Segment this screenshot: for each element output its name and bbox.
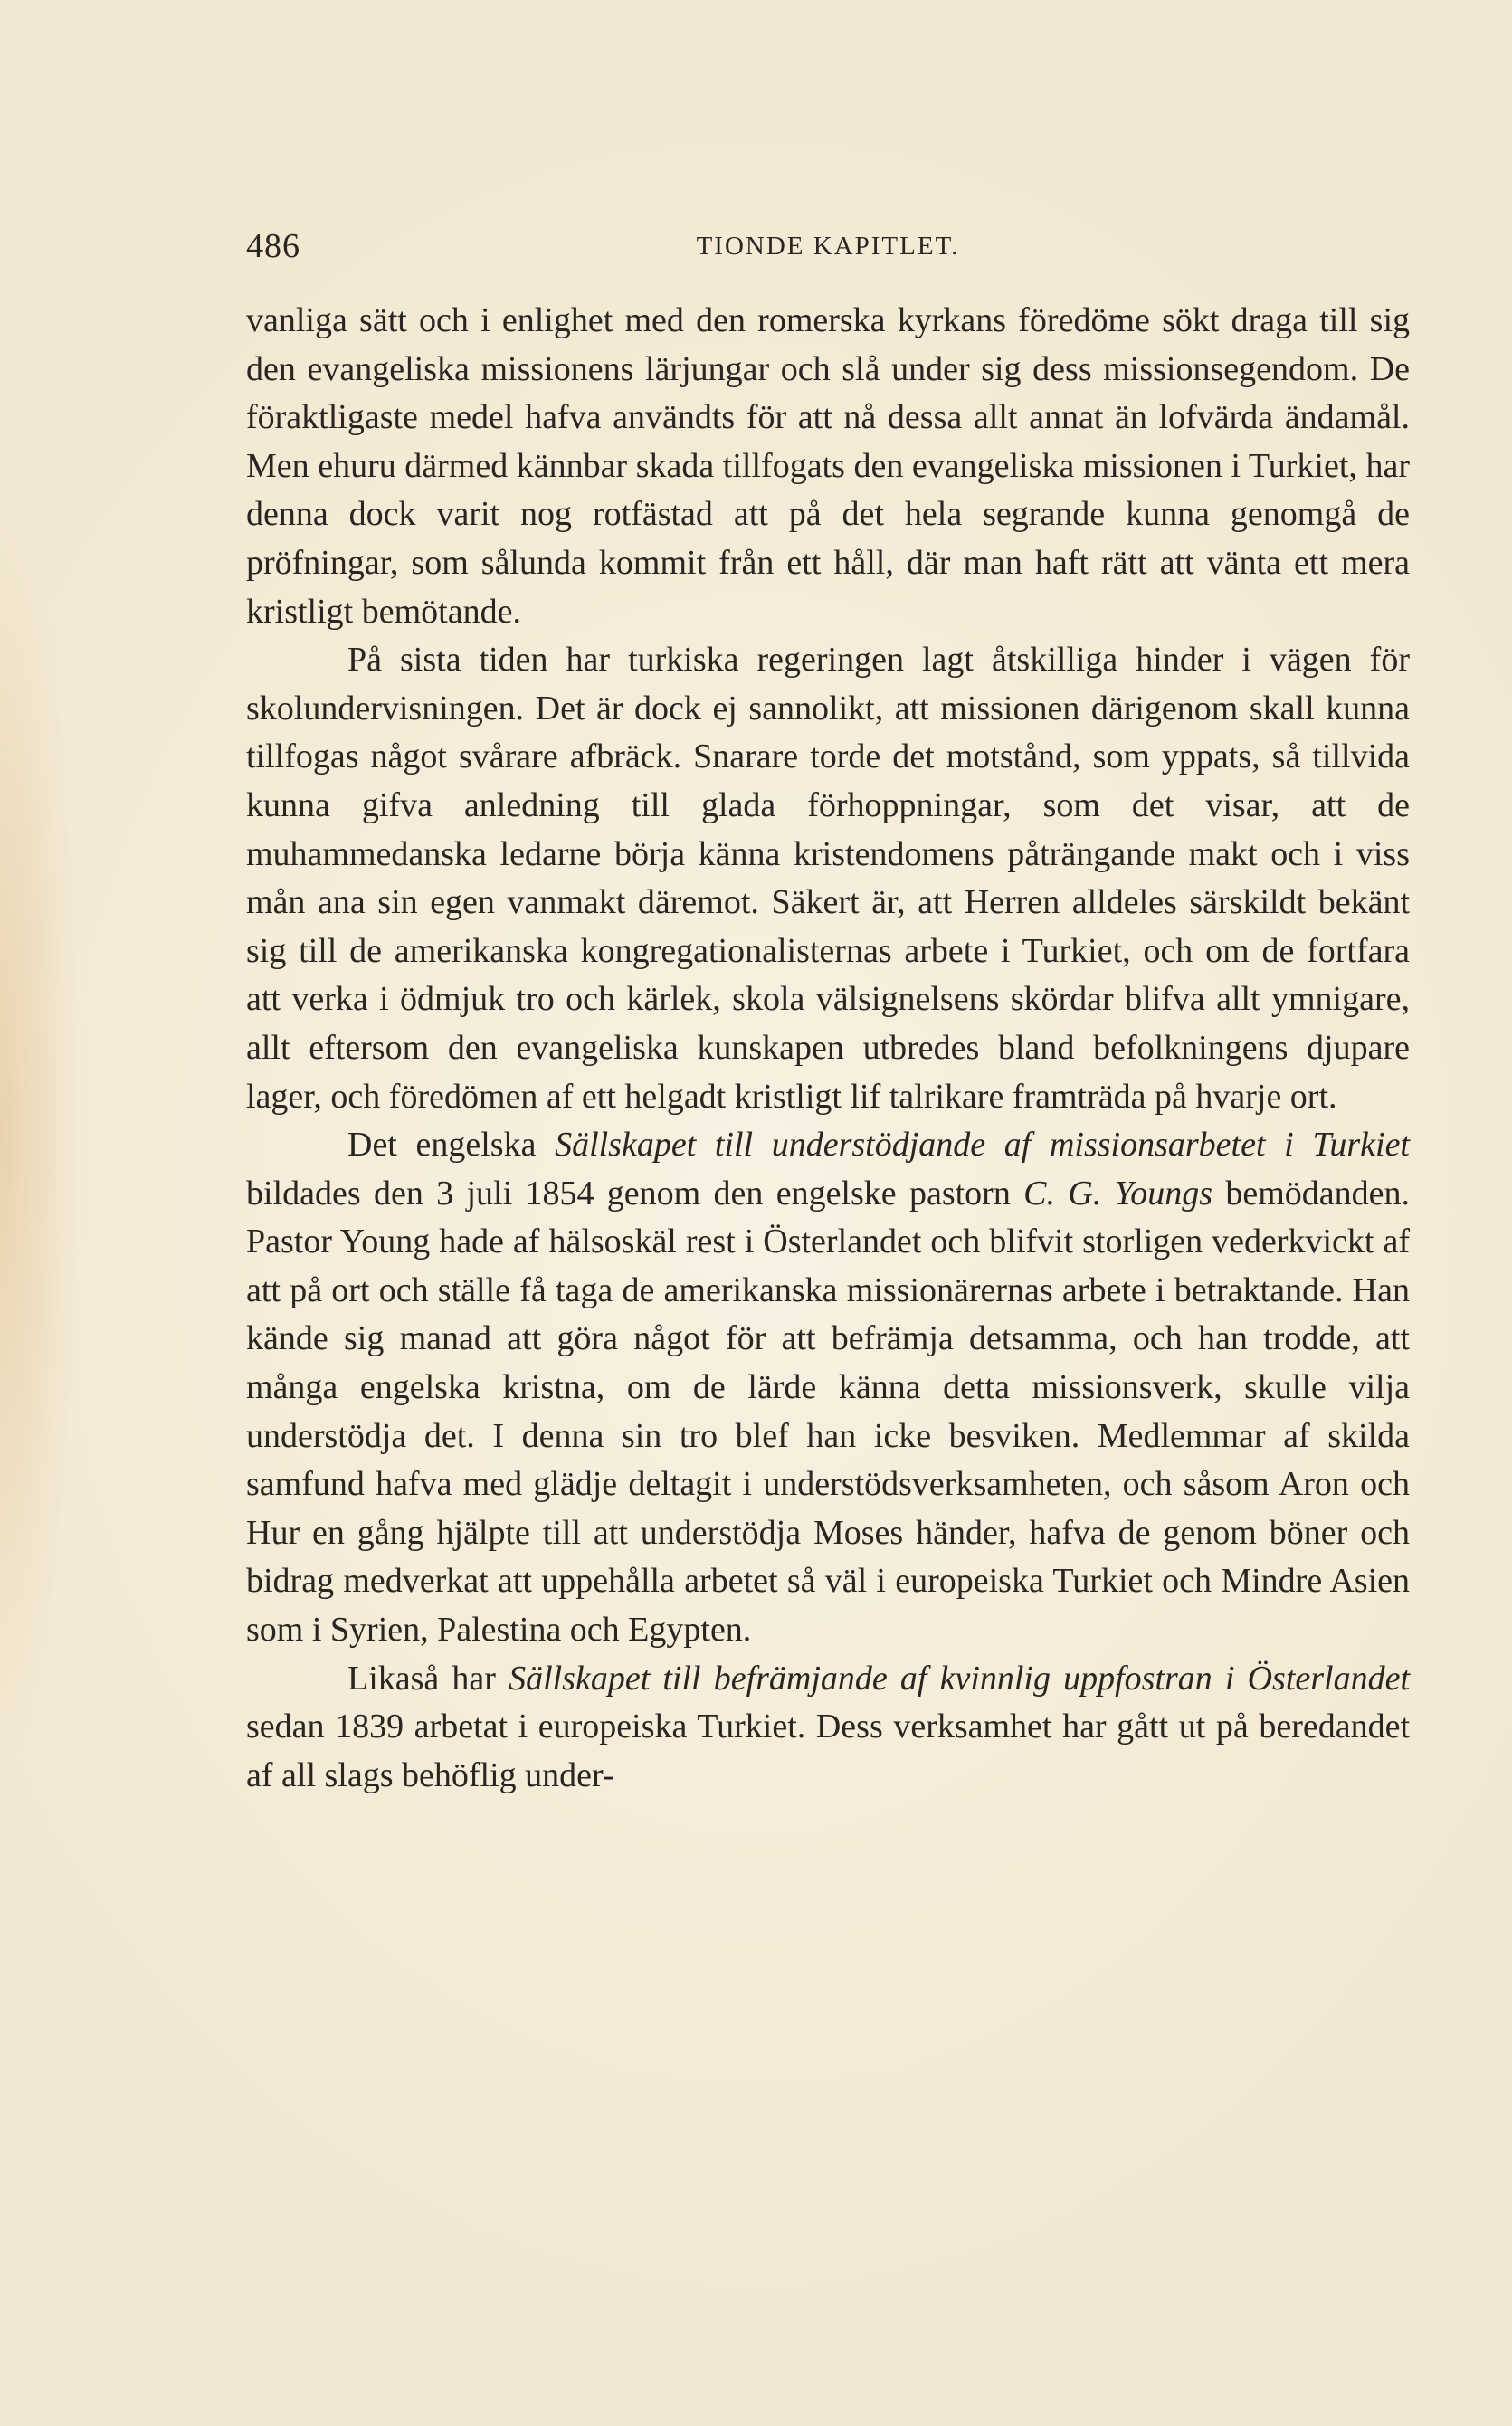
paragraph-4-text-a: Likaså har — [347, 1659, 496, 1698]
paragraph-2: På sista tiden har turkiska regeringen lagt åtskilliga hinder i vägen för skolundervisningen. Det är dock ej sannolikt, att missionen därigenom skall kunna tillfogas något svårare afbräck. Snarare torde det motstånd, som yppats, så tillvida kunna gifva anledning till glada förhoppningar, som det visar, att de muhammedanska ledarne börja känna kristendomens påträngande makt och i viss mån ana sin egen vanmakt däremot. Säkert är, att Herren alldeles särskildt bekänt sig till de amerikanska kongregationalisternas arbete i Turkiet, och om de fortfara att verka i ödmjuk tro och kärlek, skola välsignelsens skördar blifva allt ymnigare, allt eftersom den evangeliska kunskapen utbredes bland befolkningens djupare lager, och föredömen af ett helgadt kristligt lif talrikare framträda på hvarje ort. — [246, 641, 1410, 1116]
person-name: C. G. Youngs — [1023, 1174, 1213, 1213]
paragraph-3-text-c: bemödanden. Pastor Young hade af hälsoskäl rest i Österlandet och blifvit storligen vederkvickt af att på ort och ställe få taga de amerikanska missionärernas arbete i betraktande. Han kände sig manad att göra något för att befrämja detsamma, och han trodde, att många engelska kristna, om de lärde känna detta missionsverk, skulle vilja understödja det. I denna sin tro blef han icke besviken. Medlemmar af skilda samfund hafva med glädje deltagit i understödsverksamheten, och såsom Aron och Hur en gång hjälpte till att understödja Moses händer, hafva de genom böner och bidrag medverkat att uppehålla arbetet så väl i europeiska Turkiet och Mindre Asien som i Syrien, Palestina och Egypten. — [246, 1174, 1411, 1650]
paragraph-3-text-b: bildades den 3 juli 1854 genom den engelske pastorn — [246, 1174, 1011, 1213]
paragraph-1: vanliga sätt och i enlighet med den romerska kyrkans föredöme sökt draga till sig den evangeliska missionens lärjungar och slå under sig dess missionsegendom. De föraktligaste medel hafva användts för att nå dessa allt annat än lofvärda ändamål. Men ehuru därmed kännbar skada tillfogats den evangeliska missionen i Turkiet, har denna dock varit nog rotfästad att på det hela segrande kunna genomgå de pröfningar, som sålunda kommit från ett håll, där man haft rätt att vänta ett mera kristligt bemötande. — [246, 301, 1410, 631]
paragraph-3-text-a: Det engelska — [347, 1126, 537, 1165]
paragraph-3 — [246, 1121, 1410, 1655]
body-text — [246, 297, 1410, 1800]
page-number: 486 — [246, 227, 300, 265]
running-title: TIONDE KAPITLET. — [696, 232, 960, 261]
society-name-osterlandet: Sällskapet till befrämjande af kvinnlig uppfostran i Österlandet — [509, 1659, 1411, 1698]
page-header — [246, 226, 1410, 277]
society-name-turkiet: Sällskapet till understödjande af missionsarbetet i Turkiet — [555, 1126, 1410, 1165]
paragraph-4 — [246, 1655, 1410, 1801]
paragraph-4-text-b: sedan 1839 arbetat i europeiska Turkiet. Dess verksamhet har gått ut på beredandet af all slags behöflig under- — [246, 1708, 1410, 1794]
